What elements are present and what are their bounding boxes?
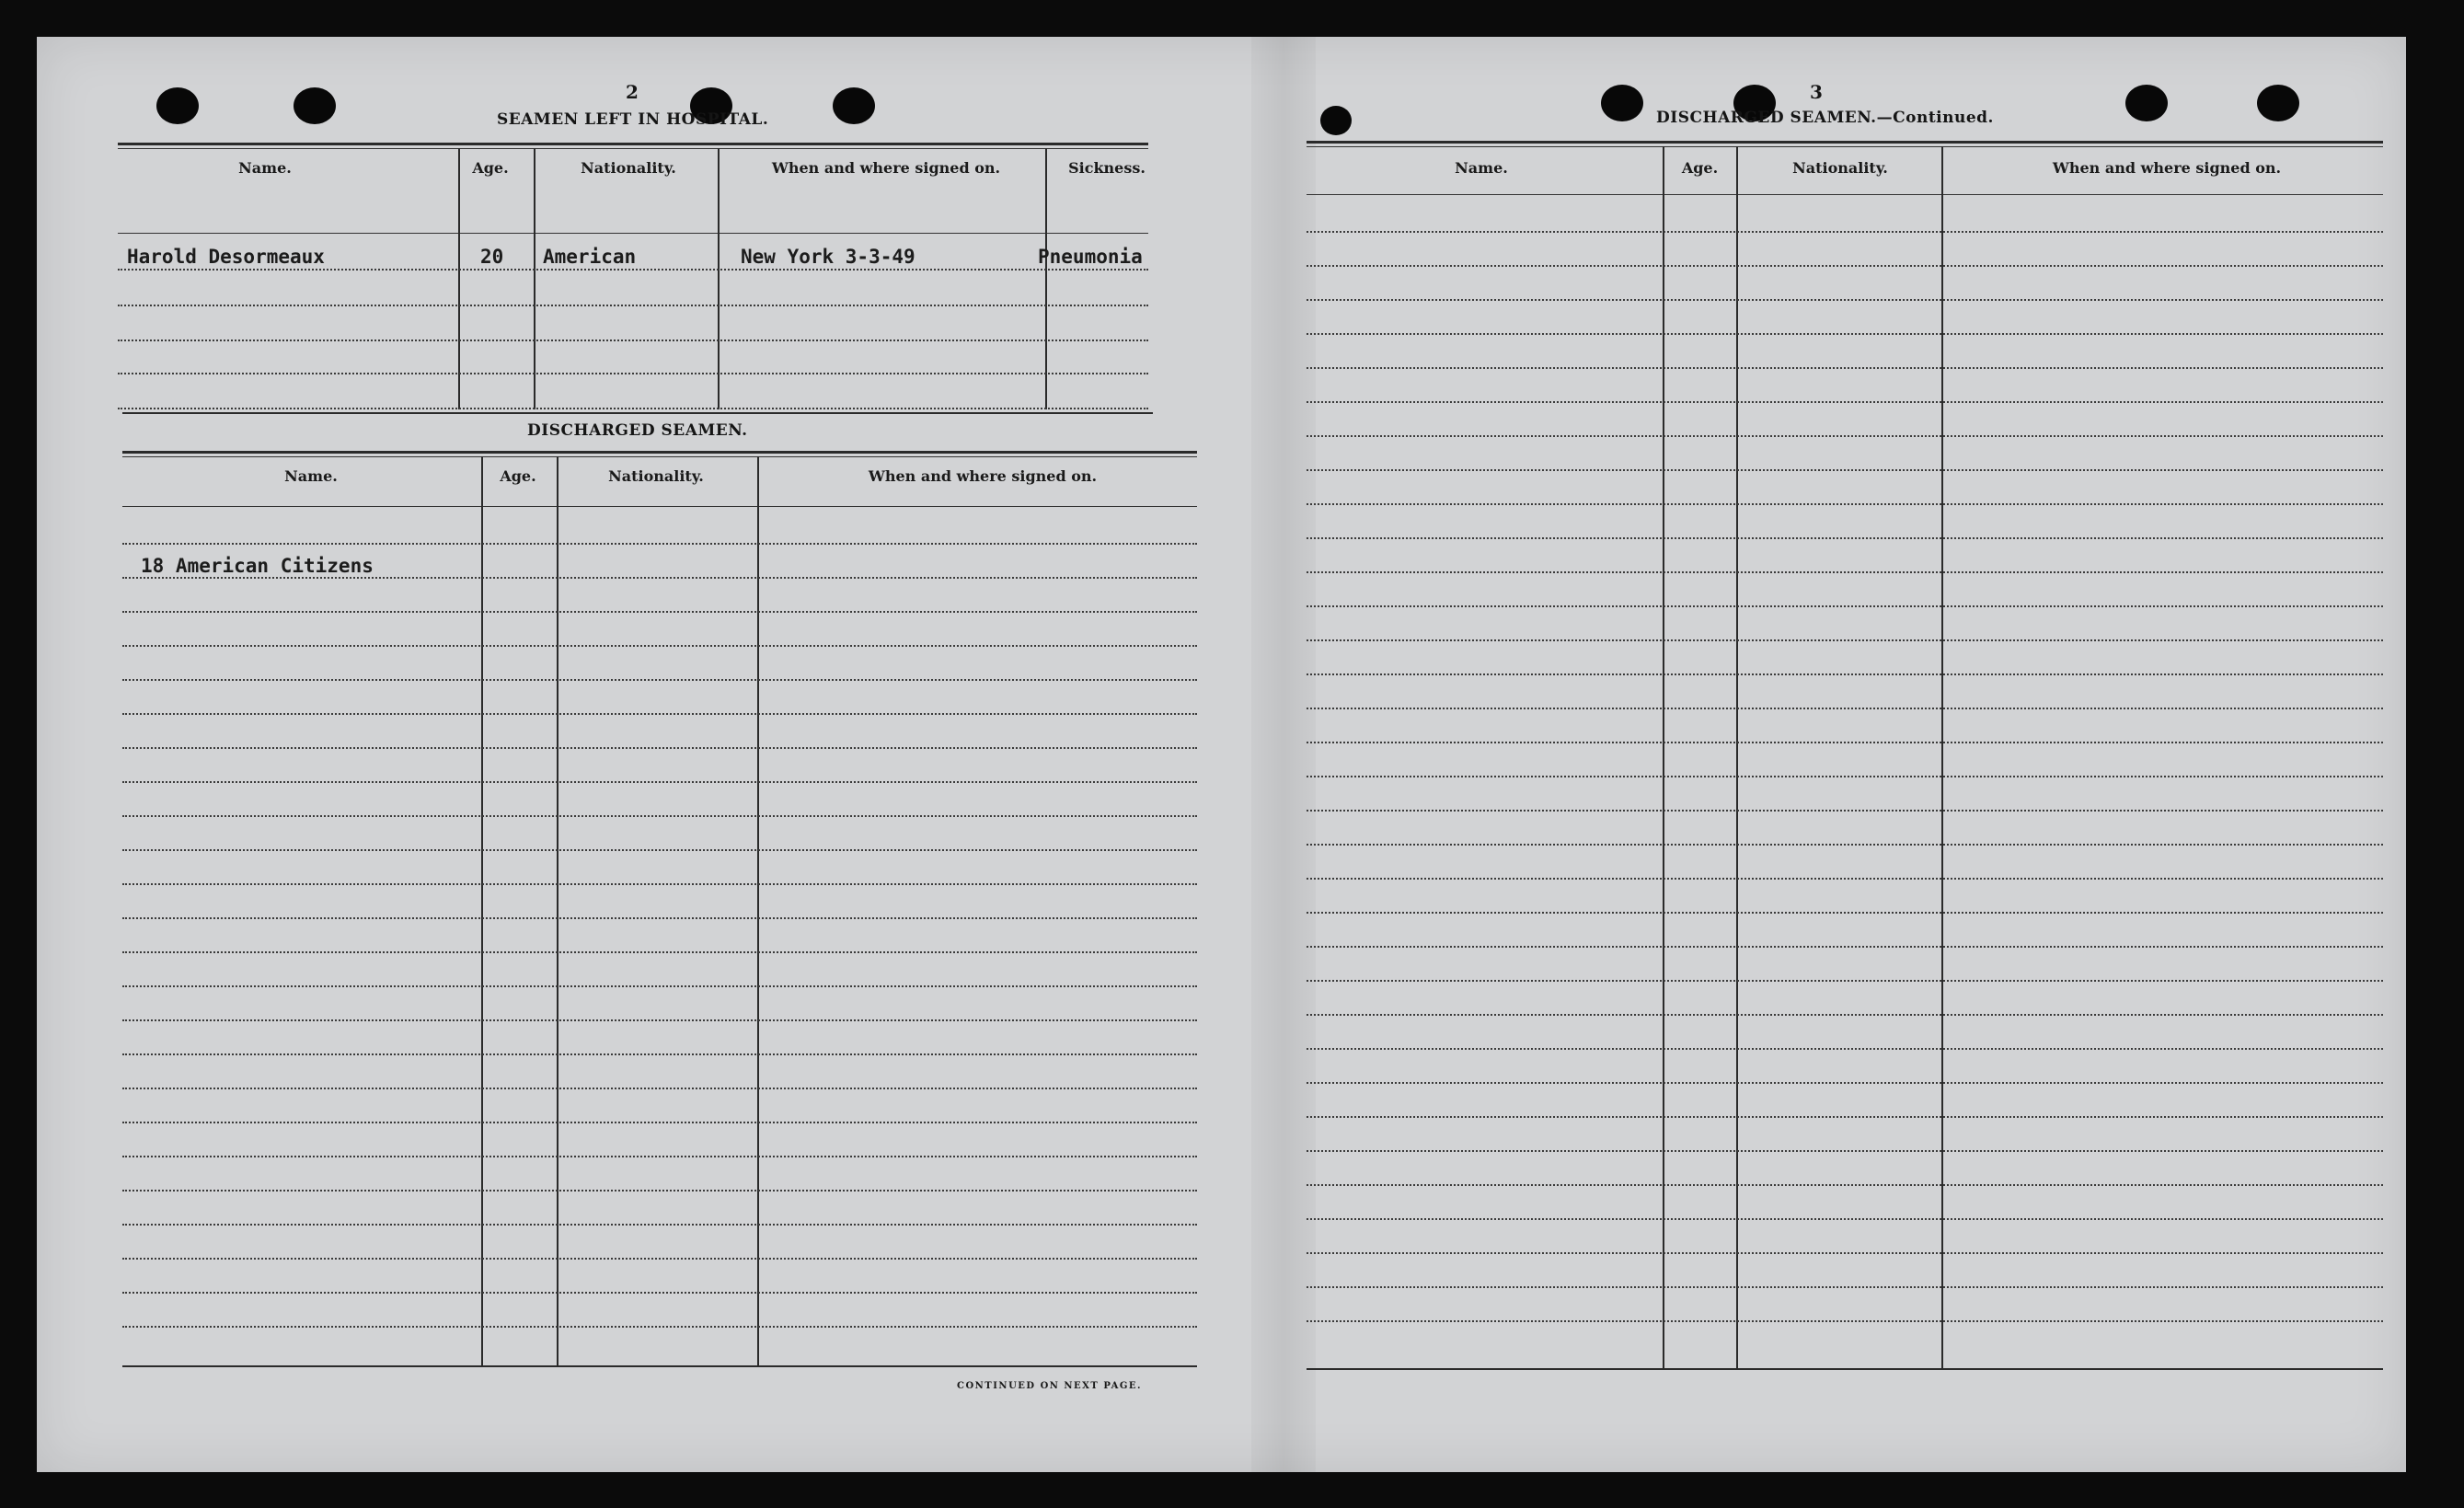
col-header-age: Age. bbox=[1681, 159, 1719, 177]
punch-hole bbox=[2257, 85, 2299, 121]
punch-hole bbox=[294, 87, 336, 124]
document-sheet bbox=[37, 37, 2406, 1472]
discharged-section-title: DISCHARGED SEAMEN. bbox=[527, 421, 748, 440]
col-header-signed-on: When and where signed on. bbox=[771, 159, 1001, 177]
punch-hole bbox=[2125, 85, 2168, 121]
punch-hole bbox=[833, 87, 875, 124]
col-header-nationality: Nationality. bbox=[608, 467, 704, 485]
hospital-row-nationality: American bbox=[543, 246, 637, 268]
col-header-nationality: Nationality. bbox=[1792, 159, 1888, 177]
col-header-name: Name. bbox=[238, 159, 292, 177]
hospital-section-title: SEAMEN LEFT IN HOSPITAL. bbox=[497, 110, 769, 129]
col-header-name: Name. bbox=[284, 467, 338, 485]
discharged-row-name: 18 American Citizens bbox=[141, 555, 374, 577]
continued-note: CONTINUED ON NEXT PAGE. bbox=[957, 1381, 1143, 1391]
hospital-row-age: 20 bbox=[480, 246, 504, 268]
page-number-right: 3 bbox=[1810, 81, 1823, 103]
col-header-signed-on: When and where signed on. bbox=[868, 467, 1098, 485]
punch-hole bbox=[156, 87, 199, 124]
discharged-continued-title: DISCHARGED SEAMEN.—Continued. bbox=[1656, 109, 1994, 127]
col-header-signed-on: When and where signed on. bbox=[2052, 159, 2282, 177]
hospital-row-name: Harold Desormeaux bbox=[127, 246, 325, 268]
hospital-table bbox=[118, 143, 1148, 409]
col-header-name: Name. bbox=[1455, 159, 1508, 177]
punch-hole bbox=[1601, 85, 1643, 121]
punch-hole bbox=[1320, 106, 1352, 135]
discharged-table bbox=[122, 451, 1197, 1415]
hospital-row-signed-on: New York 3-3-49 bbox=[741, 246, 915, 268]
discharged-continued-table bbox=[1307, 141, 2383, 1374]
col-header-age: Age. bbox=[500, 467, 536, 485]
hospital-row-sickness: Pneumonia bbox=[1038, 246, 1143, 268]
col-header-nationality: Nationality. bbox=[581, 159, 676, 177]
col-header-sickness: Sickness. bbox=[1068, 159, 1146, 177]
col-header-age: Age. bbox=[472, 159, 509, 177]
page-number-left: 2 bbox=[626, 81, 639, 103]
